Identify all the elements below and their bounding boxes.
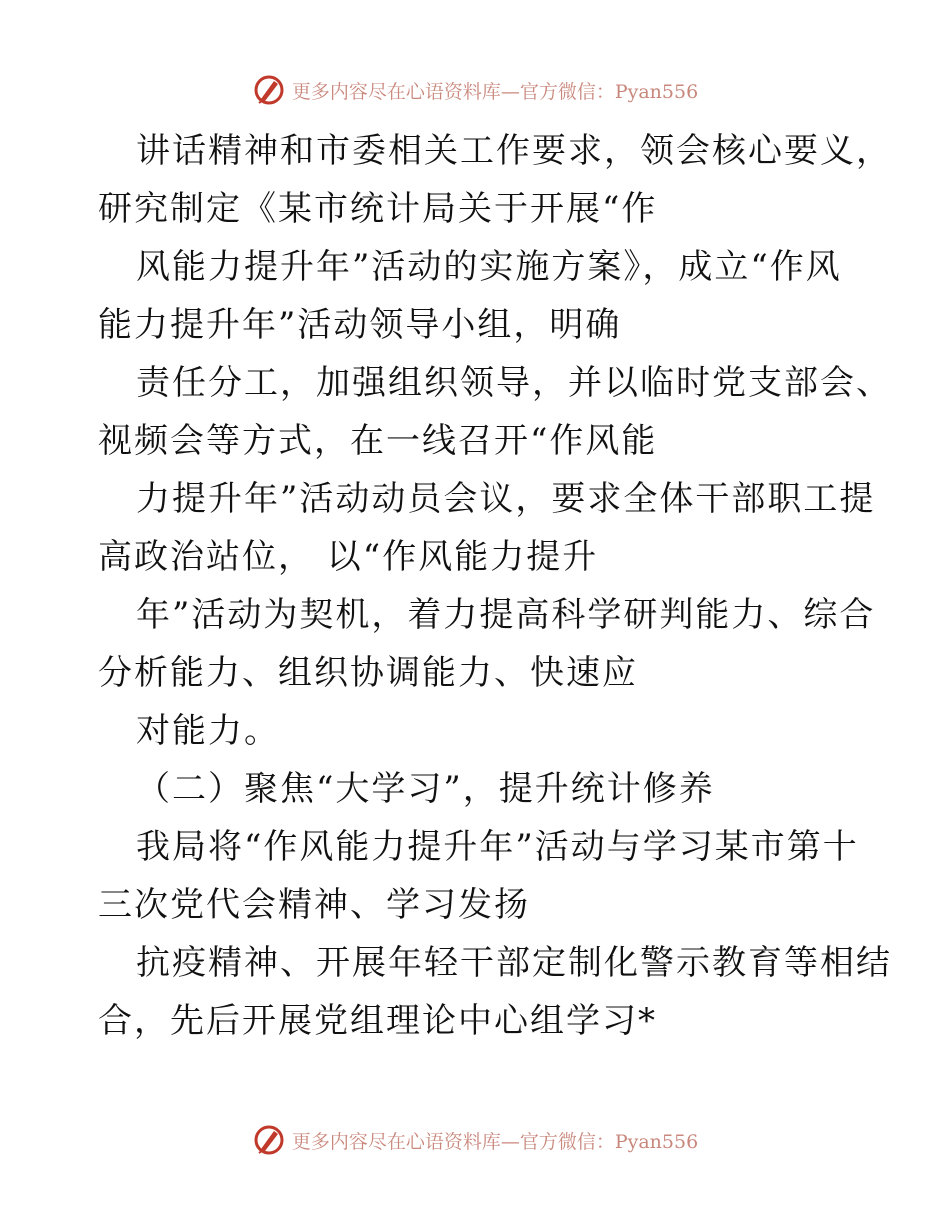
text-line: 对能力。 bbox=[136, 711, 280, 751]
text-line: 讲话精神和市委相关工作要求，领会核心要义， bbox=[136, 131, 892, 171]
text-line: 研究制定《某市统计局关于开展“作 bbox=[98, 189, 658, 229]
document-body bbox=[98, 122, 892, 1050]
text-line: 抗疫精神、开展年轻干部定制化警示教育等相结 bbox=[136, 943, 892, 983]
text-line: 我局将“作风能力提升年”活动与学习某市第十 bbox=[136, 827, 859, 867]
text-line: 能力提升年”活动领导小组，明确 bbox=[98, 305, 622, 345]
watermark-logo-icon bbox=[252, 73, 286, 107]
text-line: 合，先后开展党组理论中心组学习* bbox=[98, 1001, 657, 1041]
footer-watermark bbox=[0, 1120, 950, 1160]
watermark-logo-icon bbox=[252, 1123, 286, 1157]
watermark-text: 更多内容尽在心语资料库—官方微信：Pyan556 bbox=[291, 1130, 699, 1153]
text-line: 年”活动为契机，着力提高科学研判能力、综合 bbox=[136, 595, 876, 635]
text-line: 三次党代会精神、学习发扬 bbox=[98, 885, 530, 925]
text-line: 力提升年”活动动员会议，要求全体干部职工提 bbox=[136, 479, 876, 519]
text-line: 高政治站位， 以“作风能力提升 bbox=[98, 537, 599, 577]
text-line: 风能力提升年”活动的实施方案》，成立“作风 bbox=[136, 247, 842, 287]
header-watermark bbox=[0, 70, 950, 110]
watermark-text: 更多内容尽在心语资料库—官方微信：Pyan556 bbox=[291, 80, 699, 103]
text-line: 责任分工，加强组织领导，并以临时党支部会、 bbox=[136, 363, 892, 403]
text-line: 分析能力、组织协调能力、快速应 bbox=[98, 653, 638, 693]
text-line: 视频会等方式，在一线召开“作风能 bbox=[98, 421, 658, 461]
section-heading: （二）聚焦“大学习”，提升统计修养 bbox=[136, 769, 715, 809]
